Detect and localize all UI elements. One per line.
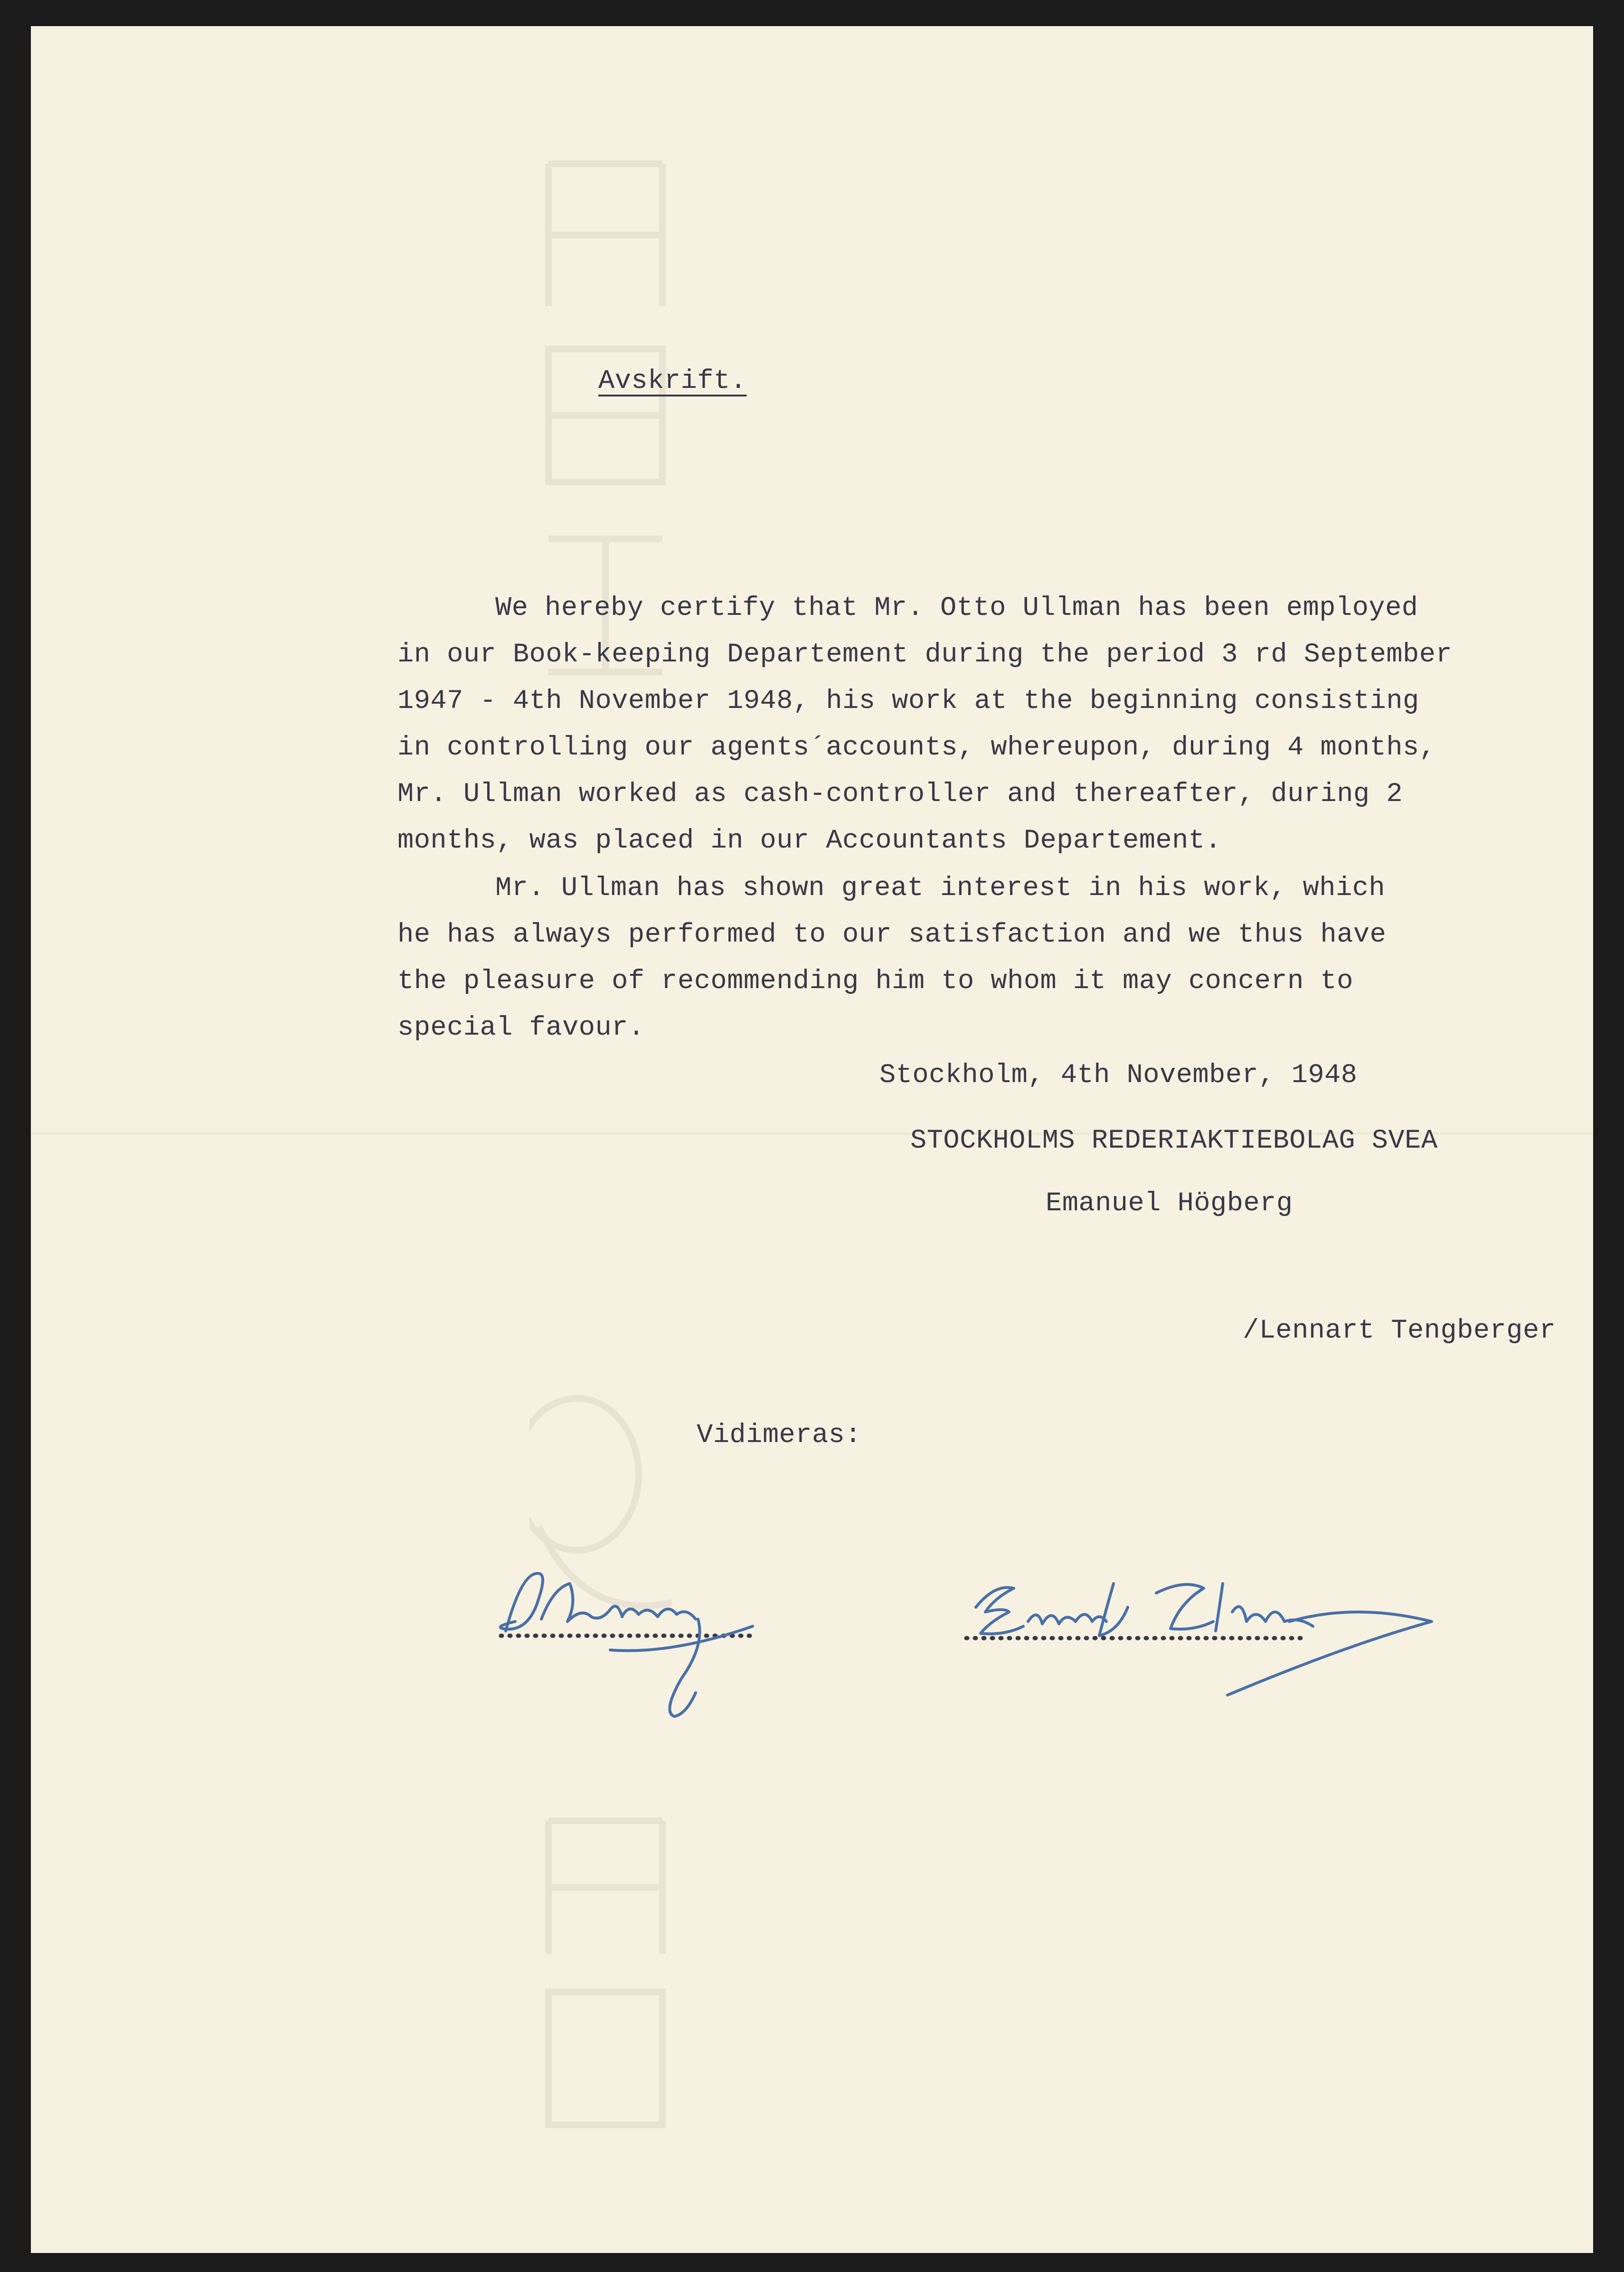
signatory-name: /Lennart Tengberger [1243, 1316, 1556, 1346]
signature-1 [458, 1522, 838, 1735]
paragraph-line: Mr. Ullman worked as cash-controller and thereafter, during 2 [397, 779, 1403, 810]
signatory-name: Emanuel Högberg [1046, 1188, 1293, 1219]
document-sheet [31, 26, 1593, 2253]
attestation-label: Vidimeras: [697, 1420, 862, 1451]
paragraph-line: 1947 - 4th November 1948, his work at the beginning consisting [397, 686, 1419, 716]
paragraph-line: he has always performed to our satisfaction and we thus have [397, 920, 1387, 950]
paragraph-line: special favour. [397, 1013, 645, 1043]
signature-2 [957, 1550, 1479, 1721]
paragraph-line: We hereby certify that Mr. Otto Ullman has been employed [495, 593, 1418, 623]
document-heading: Avskrift. [598, 366, 747, 396]
paragraph-line: the pleasure of recommending him to whom it may concern to [397, 966, 1353, 997]
paragraph-line: Mr. Ullman has shown great interest in his work, which [495, 873, 1386, 904]
paragraph-line: in controlling our agents´accounts, whereupon, during 4 months, [397, 733, 1436, 763]
paragraph-line: months, was placed in our Accountants Departement. [397, 826, 1222, 856]
paragraph-line: in our Book-keeping Departement during the period 3 rd September [397, 640, 1453, 670]
watermark [529, 150, 681, 2144]
company-name: STOCKHOLMS REDERIAKTIEBOLAG SVEA [910, 1126, 1438, 1156]
place-date: Stockholm, 4th November, 1948 [879, 1060, 1358, 1091]
